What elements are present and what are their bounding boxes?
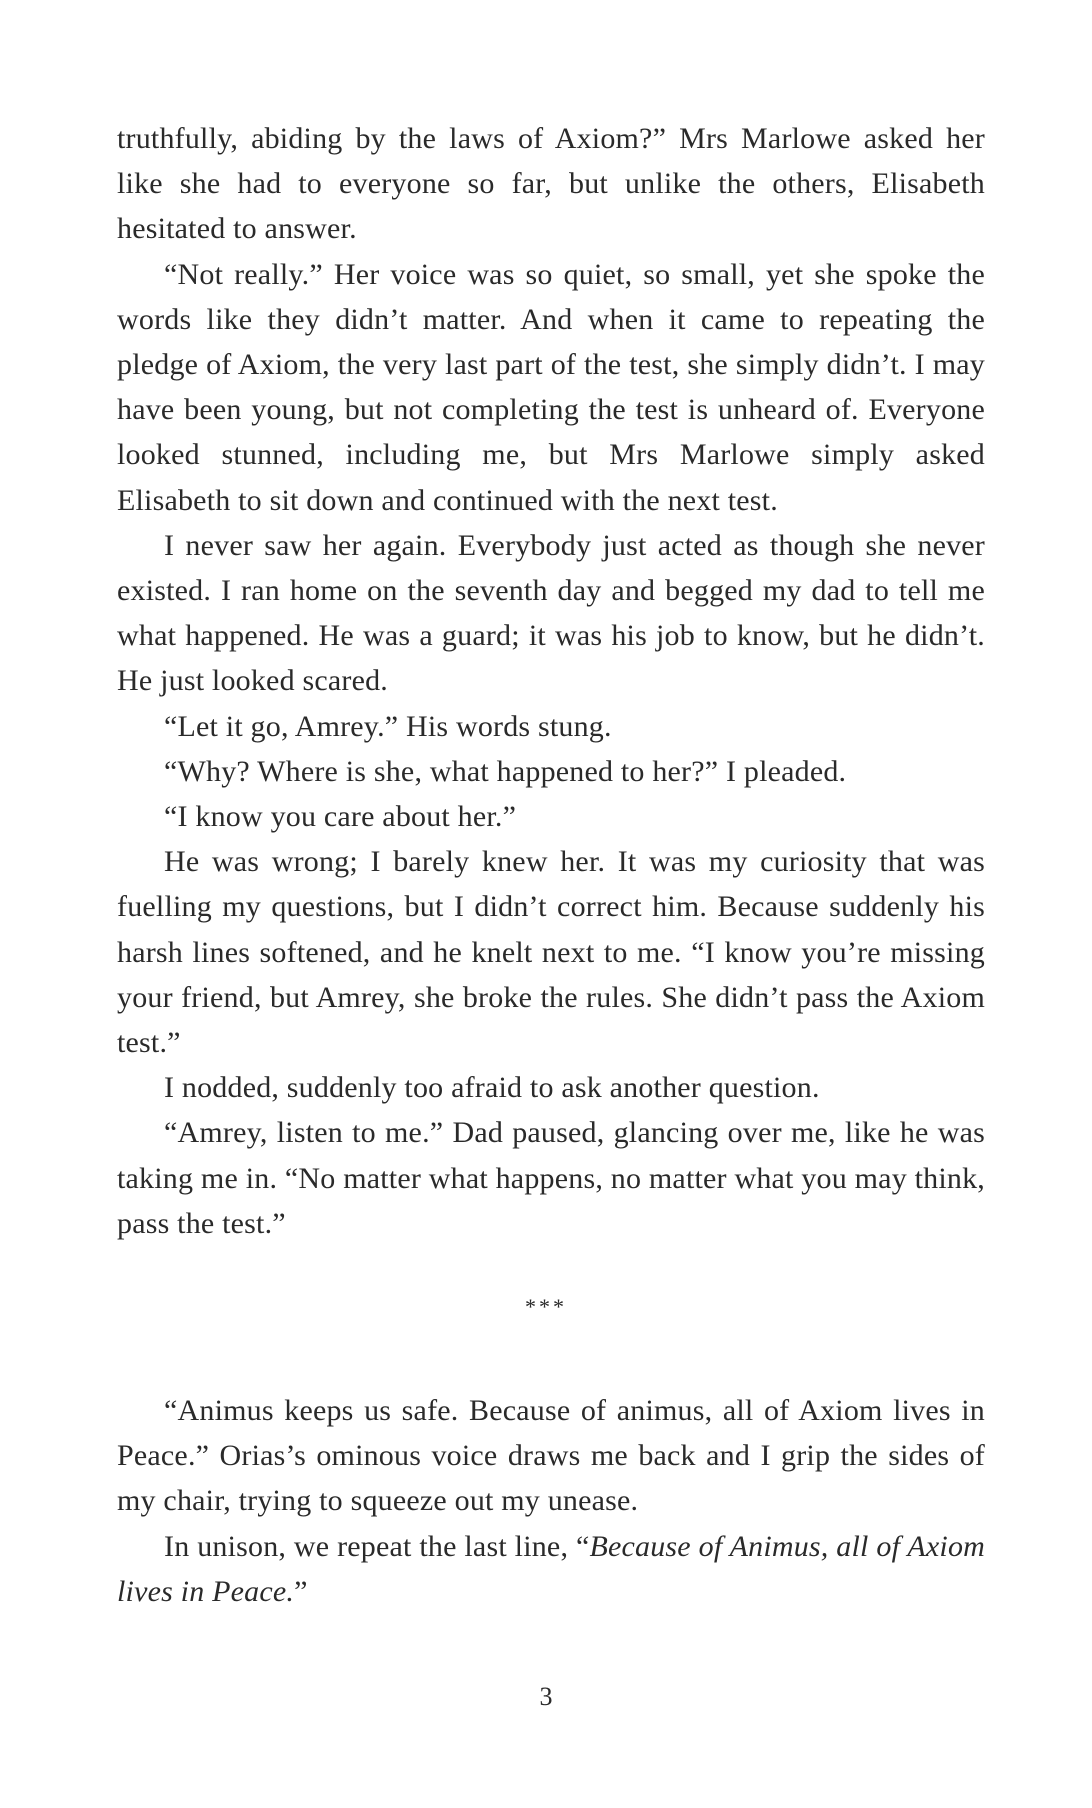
- paragraph: “Amrey, listen to me.” Dad paused, glancing over me, like he was taking me in. “No matter what happens, no matter what you may think, pass the test.”: [117, 1116, 985, 1240]
- paragraph-continued: truthfully, abiding by the laws of Axiom?” Mrs Marlowe asked her like she had to everyone so far, but unlike the others, Elisabeth hesitated to answer.: [117, 122, 985, 246]
- paragraph: “Why? Where is she, what happened to her?” I pleaded.: [164, 754, 847, 788]
- italic-pledge: Because of Animus, all of Axiom lives in Peace.: [117, 1529, 986, 1608]
- body-text-before-break: [117, 116, 985, 1246]
- paragraph: I nodded, suddenly too afraid to ask another question.: [164, 1071, 820, 1105]
- paragraph-with-italic: [117, 1524, 985, 1614]
- paragraph: I never saw her again. Everybody just acted as though she never existed. I ran home on the seventh day and begged my dad to tell me what happened. He was a guard; it was his job to know, but he didn’t. He just looked scared.: [117, 528, 985, 698]
- paragraph: “Animus keeps us safe. Because of animus, all of Axiom lives in Peace.” Orias’s ominous voice draws me back and I grip the sides of my chair, trying to squeeze out my unease.: [117, 1394, 985, 1518]
- paragraph: “Let it go, Amrey.” His words stung.: [164, 709, 612, 743]
- scene-break: ***: [525, 1294, 567, 1319]
- body-text-after-break: [117, 1388, 985, 1614]
- paragraph: He was wrong; I barely knew her. It was my curiosity that was fuelling my questions, but I didn’t correct him. Because suddenly his harsh lines softened, and he knelt next to me. “I know you’re missing your friend, but Amrey, she broke the rules. She didn’t pass the Axiom test.”: [117, 845, 985, 1060]
- page-number: 3: [539, 1682, 553, 1711]
- paragraph: “Not really.” Her voice was so quiet, so small, yet she spoke the words like they didn’t matter. And when it came to repeating the pledge of Axiom, the very last part of the test, she simply didn’t. I may have been young, but not completing the test is unheard of. Everyone looked stunned, including me, but Mrs Marlowe simply asked Elisabeth to sit down and continued with the next test.: [117, 257, 985, 517]
- paragraph: “I know you care about her.”: [164, 800, 517, 834]
- closing-quote: ”: [294, 1574, 308, 1608]
- paragraph-lead: In unison, we repeat the last line, “: [164, 1529, 590, 1563]
